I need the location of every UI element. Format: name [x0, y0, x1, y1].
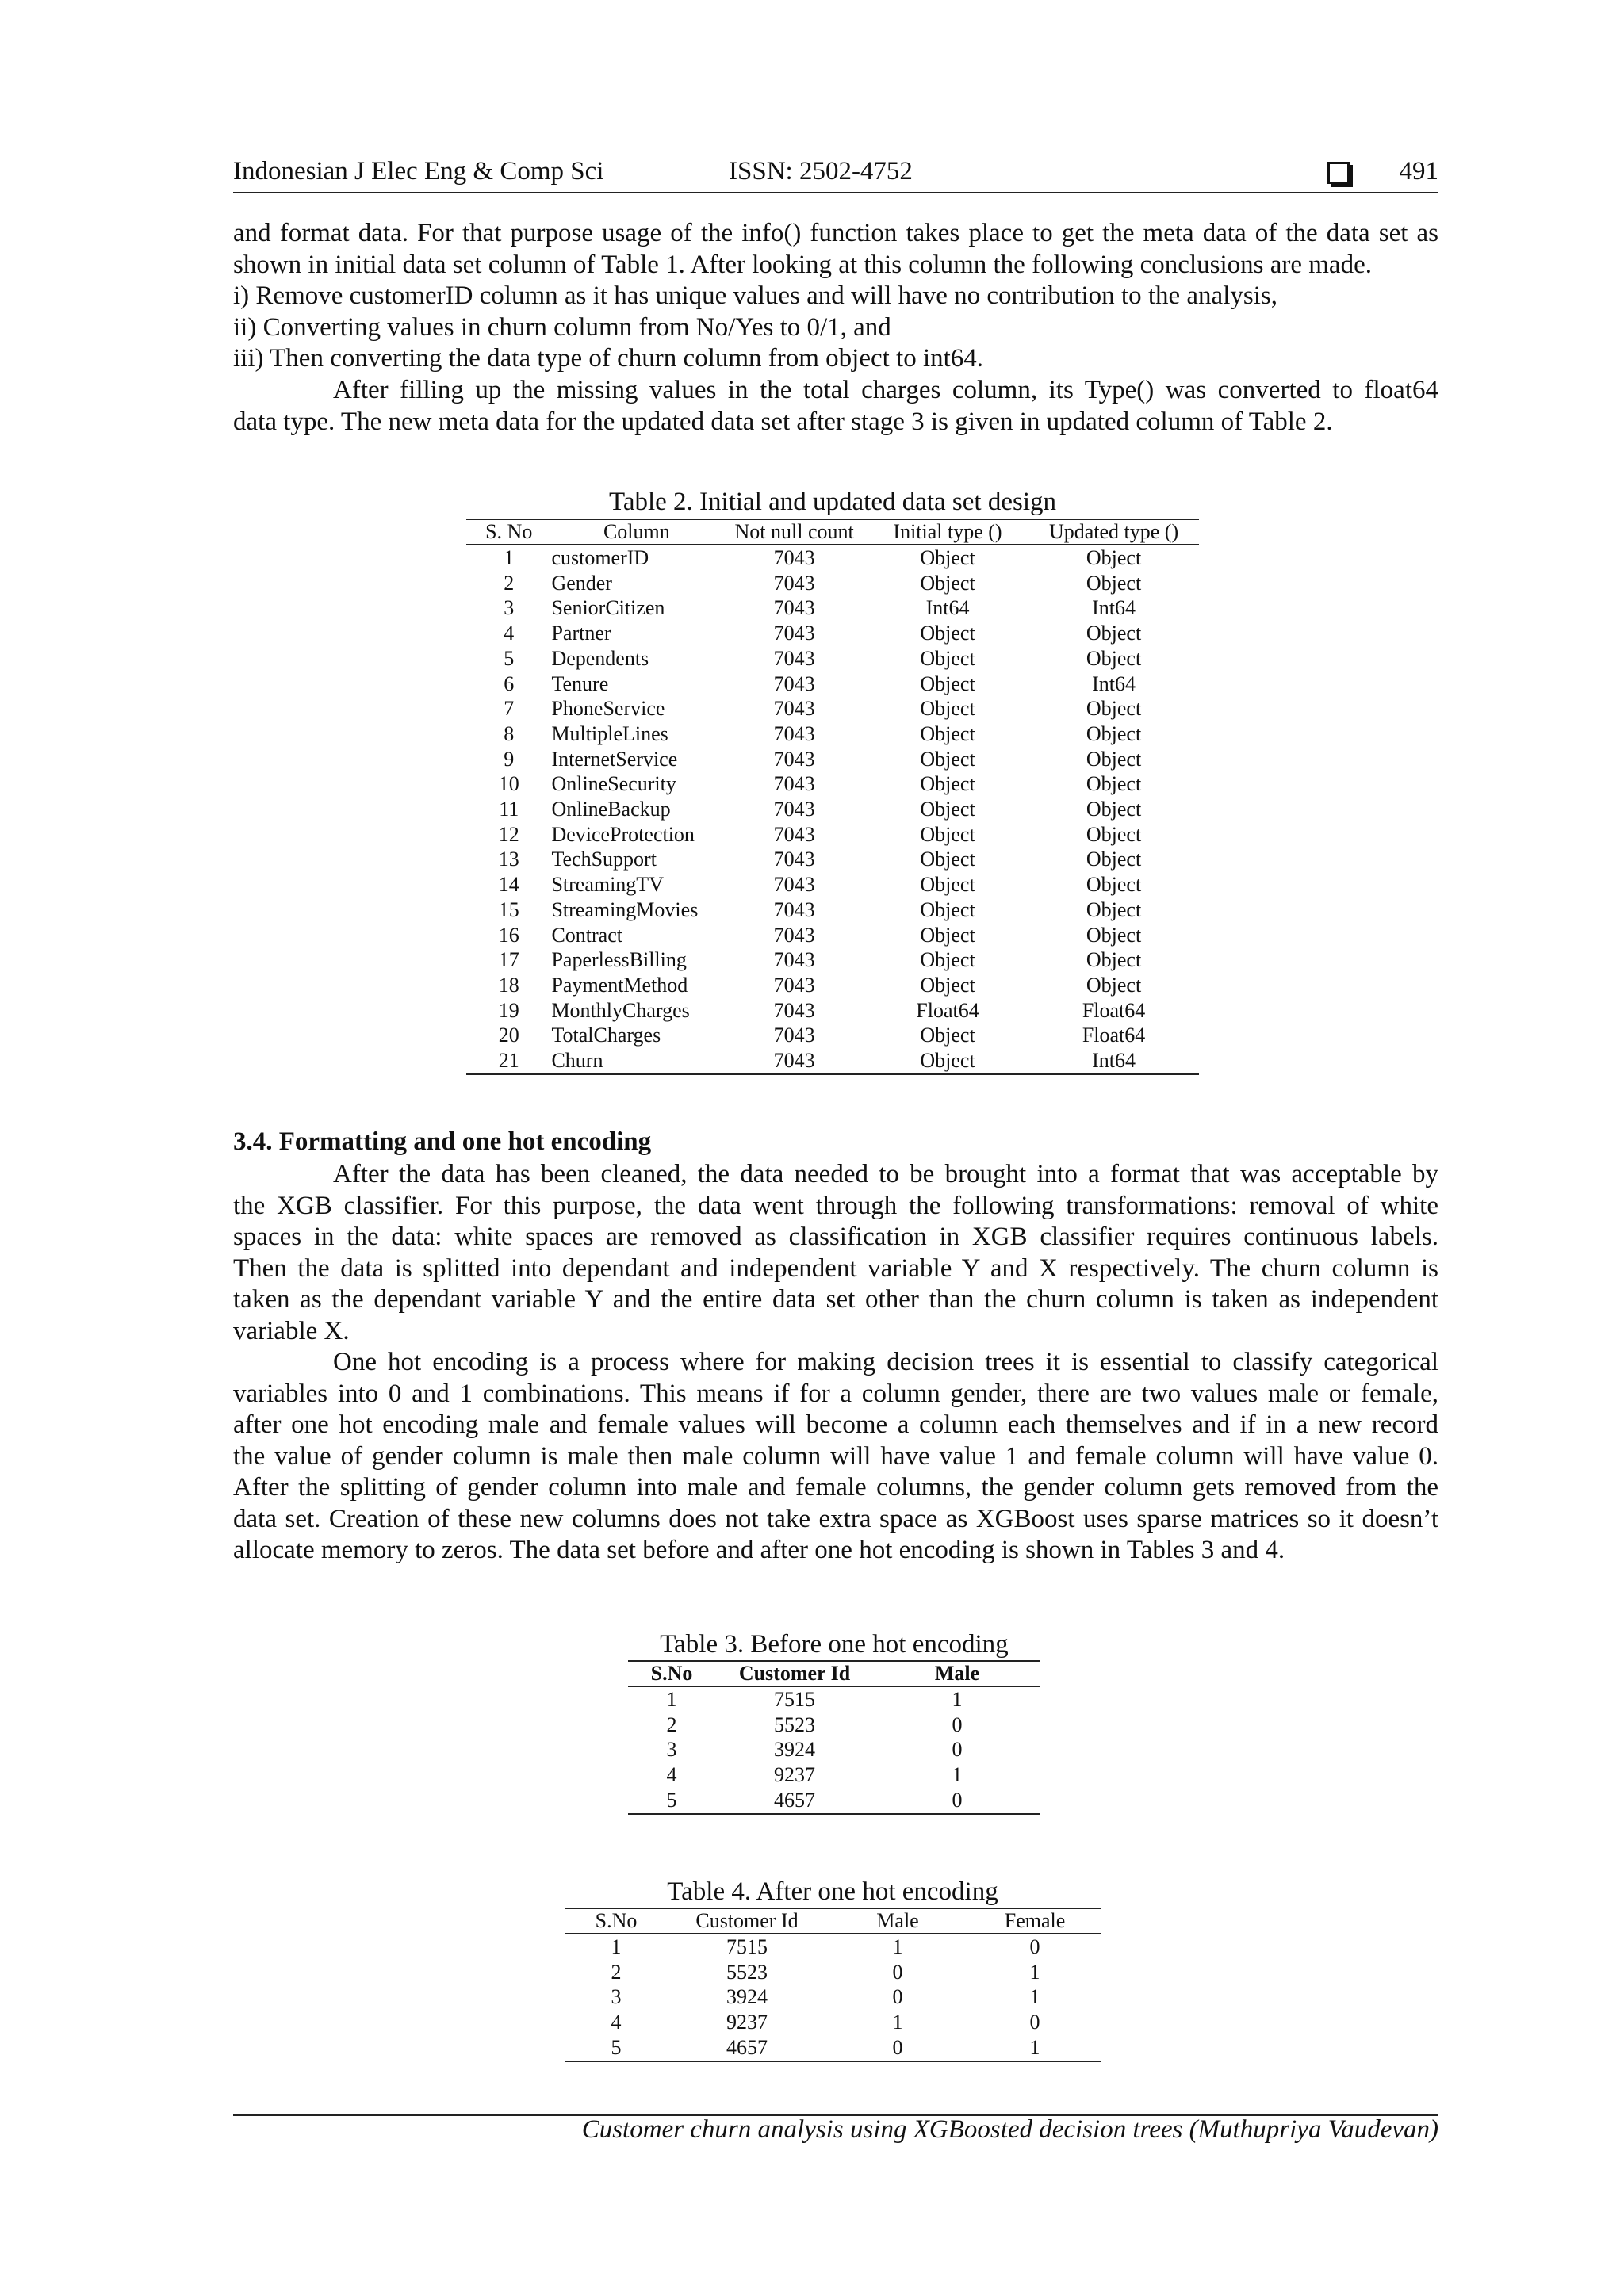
table4-header-male: Male	[826, 1908, 969, 1934]
cell-female: 0	[1029, 2011, 1040, 2034]
table-row	[466, 747, 1199, 772]
table-row	[466, 646, 1199, 672]
cell-sno: 16	[498, 923, 519, 947]
table-row	[628, 1712, 1040, 1738]
cell-customer-id: 4657	[668, 2035, 826, 2061]
cell-initial-type: Object	[920, 672, 975, 695]
table-row	[565, 2010, 1101, 2035]
cell-male: 0	[952, 1712, 963, 1736]
table-row	[466, 621, 1199, 646]
cell-not-null-count: 7043	[773, 697, 815, 721]
section-heading: 3.4. Formatting and one hot encoding	[233, 1127, 652, 1156]
cell-customer-id: 5523	[774, 1712, 815, 1736]
cell-column-name: TechSupport	[551, 848, 657, 871]
cell-updated-type: Object	[1086, 721, 1142, 745]
cell-not-null-count: 7043	[773, 897, 815, 921]
cell-sno: 17	[498, 948, 519, 972]
intro-line: i) Remove customerID column as it has unique values and will have no contribution to the analysis,	[233, 281, 1277, 310]
table2-header-updated: Updated type ()	[1028, 519, 1199, 545]
table-row	[466, 672, 1199, 697]
table-row	[466, 998, 1199, 1024]
cell-male: 0	[874, 1788, 1040, 1814]
cell-male: 1	[952, 1763, 963, 1787]
cell-not-null-count: 7043	[773, 973, 815, 997]
table-row	[466, 897, 1199, 923]
section-paragraph-1	[233, 1159, 1438, 1347]
cell-male: 0	[952, 1738, 963, 1762]
journal-name: Indonesian J Elec Eng & Comp Sci	[233, 157, 604, 186]
cell-sno: 4	[611, 2011, 622, 2034]
table3-header-row	[628, 1661, 1040, 1686]
cell-female: 0	[1029, 1935, 1040, 1958]
cell-sno: 3	[504, 596, 515, 620]
cell-sno: 15	[498, 897, 519, 921]
cell-not-null-count: 7043	[773, 672, 815, 695]
cell-female: 1	[969, 2035, 1101, 2061]
cell-column-name: Churn	[551, 1048, 722, 1074]
cell-updated-type: Object	[1086, 798, 1142, 821]
cell-column-name: OnlineSecurity	[551, 772, 676, 796]
cell-male: 1	[892, 1935, 903, 1958]
cell-updated-type: Object	[1086, 948, 1142, 972]
cell-updated-type: Object	[1086, 546, 1142, 569]
paragraph-line: After the data has been cleaned, the data needed to be brought into a format that was acceptable by	[333, 1160, 1438, 1188]
cell-updated-type: Object	[1086, 571, 1142, 595]
paragraph-line: data type. The new meta data for the updated data set after stage 3 is given in updated column of Table 2.	[233, 407, 1333, 436]
cell-updated-type: Object	[1086, 646, 1142, 670]
table2-body	[466, 545, 1199, 1074]
cell-sno: 20	[498, 1024, 519, 1047]
section-paragraph-2	[233, 1347, 1438, 1567]
table-row	[466, 822, 1199, 848]
cell-sno: 5	[628, 1788, 715, 1814]
cell-customer-id: 7515	[774, 1688, 815, 1711]
cell-customer-id: 9237	[726, 2011, 768, 2034]
cell-column-name: Contract	[551, 923, 622, 947]
cell-not-null-count: 7043	[773, 622, 815, 645]
table4-header-customer-id: Customer Id	[668, 1908, 826, 1934]
table3-caption: Table 3. Before one hot encoding	[660, 1630, 1009, 1659]
checkbox-square-icon	[1327, 162, 1350, 184]
paragraph-line: taken as the dependant variable Y and the entire data set other than the churn column is taken as independent	[233, 1285, 1438, 1314]
cell-initial-type: Object	[920, 646, 975, 670]
second-paragraph	[233, 375, 1438, 438]
table-row	[466, 847, 1199, 872]
table3-header-male: Male	[874, 1661, 1040, 1686]
table4-body	[565, 1934, 1101, 2061]
cell-column-name: TotalCharges	[551, 1024, 661, 1047]
cell-column-name: customerID	[551, 546, 649, 569]
table4	[565, 1908, 1101, 2062]
cell-not-null-count: 7043	[773, 998, 815, 1022]
table-row	[466, 947, 1199, 973]
table3-header-customer-id: Customer Id	[715, 1661, 874, 1686]
cell-initial-type: Object	[867, 1048, 1028, 1074]
table4-header-row	[565, 1908, 1101, 1934]
cell-sno: 1	[611, 1935, 622, 1958]
cell-updated-type: Object	[1086, 973, 1142, 997]
table-row	[466, 872, 1199, 897]
cell-column-name: Dependents	[551, 646, 649, 670]
cell-column-name: Partner	[551, 622, 611, 645]
cell-updated-type: Int64	[1028, 1048, 1199, 1074]
cell-sno: 21	[466, 1048, 551, 1074]
cell-not-null-count: 7043	[773, 596, 815, 620]
table4-header-female: Female	[969, 1908, 1101, 1934]
cell-not-null-count: 7043	[773, 571, 815, 595]
cell-sno: 5	[565, 2035, 668, 2061]
page-header	[233, 152, 1438, 193]
paragraph-line: Then the data is splitted into dependant and independent variable Y and X respectively. The churn column is	[233, 1253, 1438, 1283]
cell-updated-type: Object	[1086, 822, 1142, 846]
cell-column-name: MultipleLines	[551, 721, 668, 745]
table-row	[466, 771, 1199, 797]
cell-not-null-count: 7043	[773, 948, 815, 972]
table-row	[628, 1686, 1040, 1712]
issn: ISSN: 2502-4752	[729, 157, 913, 186]
cell-sno: 10	[498, 772, 519, 796]
paragraph-line: the value of gender column is male then male column will have value 1 and female column will have value 0.	[233, 1441, 1438, 1471]
cell-not-null-count: 7043	[773, 646, 815, 670]
cell-sno: 13	[498, 848, 519, 871]
table2-header-row	[466, 519, 1199, 545]
cell-initial-type: Object	[920, 546, 975, 569]
cell-sno: 4	[666, 1763, 677, 1787]
cell-initial-type: Object	[920, 622, 975, 645]
table-row	[466, 797, 1199, 822]
paragraph-line: One hot encoding is a process where for making decision trees it is essential to classify categorical	[333, 1348, 1438, 1376]
cell-not-null-count: 7043	[773, 772, 815, 796]
paragraph-line: allocate memory to zeros. The data set before and after one hot encoding is shown in Tables 3 and 4.	[233, 1536, 1285, 1564]
cell-column-name: PaperlessBilling	[551, 948, 687, 972]
table3-body	[628, 1686, 1040, 1814]
cell-sno: 2	[504, 571, 515, 595]
table-row	[565, 1984, 1101, 2010]
cell-initial-type: Object	[920, 873, 975, 897]
cell-initial-type: Object	[920, 697, 975, 721]
cell-sno: 9	[504, 747, 515, 771]
intro-line: ii) Converting values in churn column from No/Yes to 0/1, and	[233, 312, 891, 342]
cell-initial-type: Object	[920, 1024, 975, 1047]
cell-female: 1	[1029, 1960, 1040, 1984]
table-row	[565, 2035, 1101, 2061]
cell-sno: 18	[498, 973, 519, 997]
cell-female: 1	[1029, 1985, 1040, 2009]
cell-initial-type: Int64	[925, 596, 970, 620]
cell-sno: 7	[504, 697, 515, 721]
cell-column-name: MonthlyCharges	[551, 998, 690, 1022]
cell-column-name: StreamingTV	[551, 873, 664, 897]
cell-not-null-count: 7043	[722, 1048, 867, 1074]
cell-not-null-count: 7043	[773, 923, 815, 947]
cell-sno: 2	[666, 1712, 677, 1736]
table3-header-sno: S.No	[628, 1661, 715, 1686]
table-row	[565, 1960, 1101, 1985]
cell-not-null-count: 7043	[773, 1024, 815, 1047]
cell-column-name: OnlineBackup	[551, 798, 671, 821]
page-number: 491	[1399, 157, 1438, 186]
page-footer: Customer churn analysis using XGBoosted decision trees (Muthupriya Vaudevan)	[581, 2115, 1438, 2144]
cell-updated-type: Object	[1086, 697, 1142, 721]
cell-customer-id: 5523	[726, 1960, 768, 1984]
cell-initial-type: Object	[920, 798, 975, 821]
table-row	[466, 973, 1199, 998]
table3	[628, 1660, 1040, 1815]
cell-updated-type: Object	[1086, 923, 1142, 947]
paragraph-line: after one hot encoding male and female values will become a column each themselves and if in a new record	[233, 1410, 1438, 1439]
cell-not-null-count: 7043	[773, 798, 815, 821]
cell-customer-id: 3924	[726, 1985, 768, 2009]
cell-sno: 12	[498, 822, 519, 846]
paragraph-line: After filling up the missing values in the total charges column, its Type() was converted to float64	[333, 376, 1438, 404]
cell-sno: 14	[498, 873, 519, 897]
cell-column-name: StreamingMovies	[551, 897, 699, 921]
cell-initial-type: Object	[920, 822, 975, 846]
cell-updated-type: Int64	[1092, 596, 1136, 620]
paragraph-line: variables into 0 and 1 combinations. This means if for a column gender, there are two values male or female,	[233, 1379, 1438, 1408]
table-row	[466, 545, 1199, 571]
cell-sno: 8	[504, 721, 515, 745]
cell-updated-type: Object	[1086, 897, 1142, 921]
cell-initial-type: Object	[920, 897, 975, 921]
cell-column-name: DeviceProtection	[551, 822, 695, 846]
paragraph-line: After the splitting of gender column into male and female columns, the gender column gets removed from the	[233, 1473, 1438, 1502]
cell-sno: 4	[504, 622, 515, 645]
intro-line: iii) Then converting the data type of churn column from object to int64.	[233, 344, 984, 373]
table-row	[466, 1048, 1199, 1074]
cell-column-name: Tenure	[551, 672, 609, 695]
table2-header-initial: Initial type ()	[867, 519, 1028, 545]
table-row	[466, 571, 1199, 596]
cell-sno: 6	[504, 672, 515, 695]
cell-column-name: InternetService	[551, 747, 678, 771]
table-row	[466, 923, 1199, 948]
cell-male: 1	[952, 1688, 963, 1711]
table-row	[466, 1023, 1199, 1048]
table2-caption: Table 2. Initial and updated data set design	[608, 488, 1056, 516]
cell-updated-type: Float64	[1082, 1024, 1146, 1047]
cell-sno: 1	[504, 546, 515, 569]
cell-updated-type: Int64	[1092, 672, 1136, 695]
table2	[466, 519, 1199, 1075]
cell-column-name: SeniorCitizen	[551, 596, 665, 620]
cell-initial-type: Object	[920, 571, 975, 595]
cell-column-name: Gender	[551, 571, 612, 595]
cell-updated-type: Object	[1086, 747, 1142, 771]
table4-caption: Table 4. After one hot encoding	[667, 1877, 998, 1906]
cell-not-null-count: 7043	[773, 873, 815, 897]
table-row	[466, 721, 1199, 747]
cell-column-name: PaymentMethod	[551, 973, 688, 997]
cell-male: 0	[892, 1960, 903, 1984]
cell-column-name: PhoneService	[551, 697, 665, 721]
table-row	[628, 1762, 1040, 1788]
intro-line: and format data. For that purpose usage of the info() function takes place to get the meta data of the data set as	[233, 219, 1438, 247]
table2-header-notnull: Not null count	[722, 519, 867, 545]
cell-not-null-count: 7043	[773, 822, 815, 846]
intro-paragraph	[233, 218, 1438, 375]
cell-initial-type: Object	[920, 772, 975, 796]
cell-sno: 5	[504, 646, 515, 670]
cell-not-null-count: 7043	[773, 848, 815, 871]
cell-customer-id: 9237	[774, 1763, 815, 1787]
cell-sno: 1	[666, 1688, 677, 1711]
cell-initial-type: Float64	[916, 998, 979, 1022]
cell-updated-type: Object	[1086, 622, 1142, 645]
cell-male: 1	[892, 2011, 903, 2034]
cell-not-null-count: 7043	[773, 721, 815, 745]
table-row	[628, 1737, 1040, 1762]
cell-updated-type: Object	[1086, 873, 1142, 897]
cell-initial-type: Object	[920, 948, 975, 972]
paragraph-line: variable X.	[233, 1316, 350, 1345]
intro-line: shown in initial data set column of Table 1. After looking at this column the following conclusions are made.	[233, 250, 1372, 279]
cell-not-null-count: 7043	[773, 546, 815, 569]
cell-initial-type: Object	[920, 721, 975, 745]
cell-sno: 2	[611, 1960, 622, 1984]
table2-header-column: Column	[551, 519, 722, 545]
paragraph-line: spaces in the data: white spaces are removed as classification in XGB classifier requires continuous labels.	[233, 1223, 1438, 1251]
cell-not-null-count: 7043	[773, 747, 815, 771]
cell-sno: 19	[498, 998, 519, 1022]
table-row	[466, 595, 1199, 621]
table-row	[628, 1788, 1040, 1814]
table-row	[466, 696, 1199, 721]
cell-male: 0	[892, 1985, 903, 2009]
cell-updated-type: Float64	[1082, 998, 1146, 1022]
cell-initial-type: Object	[920, 747, 975, 771]
table-row	[565, 1934, 1101, 1960]
cell-customer-id: 3924	[774, 1738, 815, 1762]
table4-header-sno: S.No	[565, 1908, 668, 1934]
paragraph-line: the XGB classifier. For this purpose, the data went through the following transformations: removal of white	[233, 1191, 1438, 1220]
cell-sno: 11	[499, 798, 519, 821]
paragraph-line: data set. Creation of these new columns does not take extra space as XGBoost uses sparse matrices so it doesn’t	[233, 1504, 1438, 1533]
cell-sno: 3	[666, 1738, 677, 1762]
cell-initial-type: Object	[920, 848, 975, 871]
cell-initial-type: Object	[920, 923, 975, 947]
cell-customer-id: 4657	[715, 1788, 874, 1814]
cell-customer-id: 7515	[726, 1935, 768, 1958]
cell-updated-type: Object	[1086, 848, 1142, 871]
cell-sno: 3	[611, 1985, 622, 2009]
table2-header-sno: S. No	[466, 519, 551, 545]
cell-initial-type: Object	[920, 973, 975, 997]
cell-male: 0	[826, 2035, 969, 2061]
cell-updated-type: Object	[1086, 772, 1142, 796]
